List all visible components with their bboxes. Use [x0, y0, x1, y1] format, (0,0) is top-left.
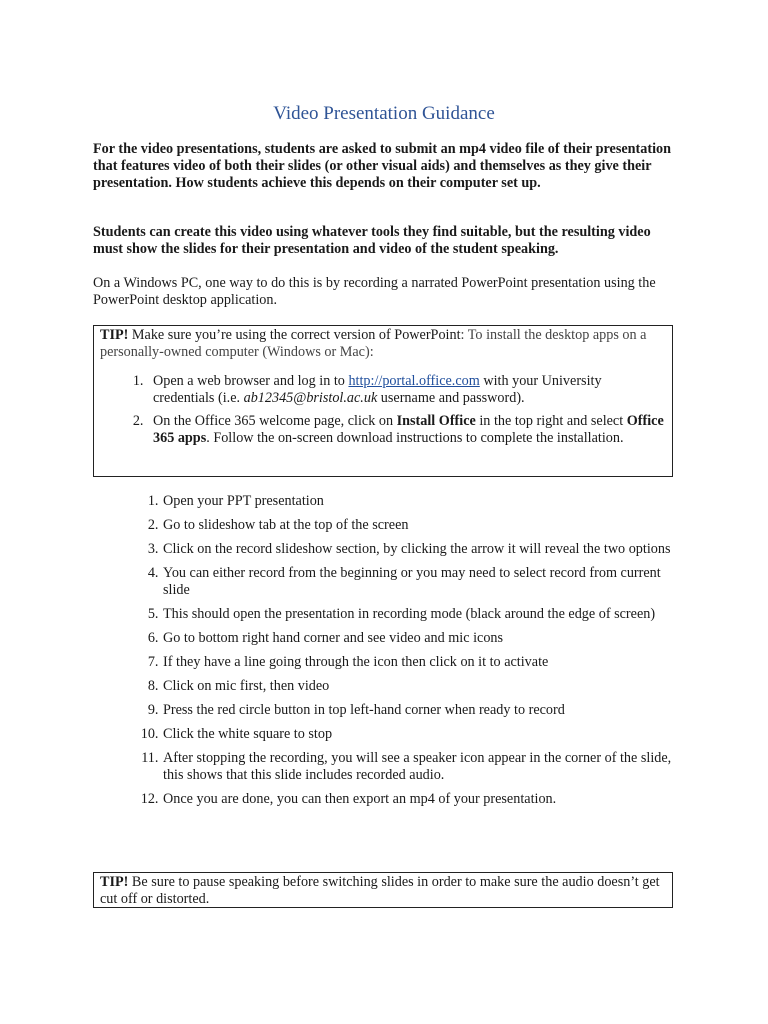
install-office-label: Install Office: [396, 413, 476, 429]
tip-box-pause: [93, 872, 673, 908]
intro-paragraph-1: For the video presentations, students are asked to submit an mp4 video file of their presentation that features video of both their slides (or other visual aids) and themselves as they give their presentation. How students achieve this depends on their computer set up.: [93, 141, 672, 191]
tip-lead-text-2: : To install the desktop apps on a personally-owned computer (Windows or Mac):: [100, 327, 647, 360]
recording-step: 7. If they have a line going through the icon then click on it to activate: [162, 654, 675, 671]
recording-step: 2. Go to slideshow tab at the top of the screen: [162, 517, 675, 534]
recording-step: 5. This should open the presentation in recording mode (black around the edge of screen): [162, 606, 675, 623]
install-step-2-text-b: in the top right and select: [475, 413, 627, 429]
install-step-1: [147, 373, 666, 407]
intro-paragraph-2: Students can create this video using whatever tools they find suitable, but the resulting video must show the slides for their presentation and video of the student speaking.: [93, 224, 651, 257]
tip-lead-text: Make sure you’re using the correct version of PowerPoint: [128, 327, 461, 343]
tip-box-install: [93, 325, 673, 477]
recording-step: 6. Go to bottom right hand corner and see video and mic icons: [162, 630, 675, 647]
intro-paragraph-3: On a Windows PC, one way to do this is by recording a narrated PowerPoint presentation using the PowerPoint desktop application.: [93, 275, 656, 308]
install-step-2-text-c: . Follow the on-screen download instructions to complete the installation.: [206, 430, 624, 446]
recording-step: 11. After stopping the recording, you will see a speaker icon appear in the corner of the slide, this shows that this slide includes recorded audio.: [162, 750, 675, 784]
tip-label: TIP!: [100, 327, 129, 343]
example-email: ab12345@bristol.ac.uk: [243, 390, 378, 406]
office-365-apps-label: Office 365 apps: [153, 413, 664, 446]
page-title: Video Presentation Guidance: [273, 103, 495, 124]
recording-step: 8. Click on mic first, then video: [162, 678, 675, 695]
tip-lead: [100, 327, 666, 361]
recording-steps-list: [93, 493, 675, 815]
recording-step: 10. Click the white square to stop: [162, 726, 675, 743]
recording-step: 3. Click on the record slideshow section, by clicking the arrow it will reveal the two options: [162, 541, 675, 558]
install-step-1-text-c: username and password).: [377, 390, 525, 406]
tip-pause-text: Be sure to pause speaking before switching slides in order to make sure the audio doesn’t get cut off or distorted.: [100, 874, 660, 907]
recording-step: 4. You can either record from the beginning or you may need to select record from current slide: [162, 565, 675, 599]
install-step-2-text-a: On the Office 365 welcome page, click on: [153, 413, 397, 429]
install-step-2: [147, 413, 666, 447]
portal-office-link[interactable]: http://portal.office.com: [348, 373, 480, 389]
recording-step: 9. Press the red circle button in top left-hand corner when ready to record: [162, 702, 675, 719]
recording-step: 12. Once you are done, you can then export an mp4 of your presentation.: [162, 791, 675, 808]
install-step-1-text-b: with your University credentials (i.e.: [153, 373, 602, 406]
install-step-1-text-a: Open a web browser and log in to: [153, 373, 349, 389]
install-steps-list: [100, 373, 666, 447]
recording-step: 1. Open your PPT presentation: [162, 493, 675, 510]
tip-label: TIP!: [100, 874, 129, 890]
